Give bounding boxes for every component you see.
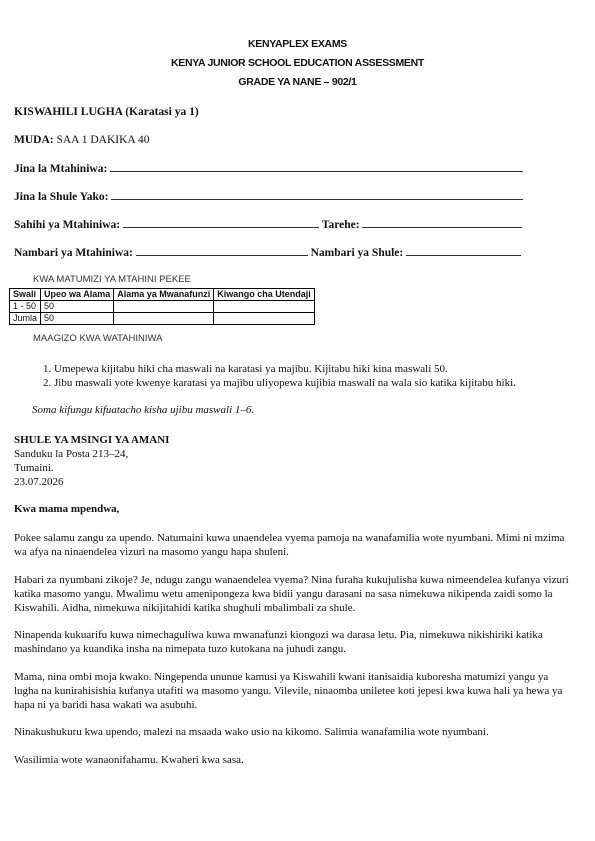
signature-label: Sahihi ya Mtahiniwa: [14, 219, 121, 231]
candidate-number-field[interactable] [14, 246, 521, 259]
score-cell[interactable] [114, 301, 214, 313]
candidate-name-line[interactable] [110, 162, 523, 172]
school-number-label: Nambari ya Shule: [310, 247, 404, 259]
letter-paragraph-4: Mama, nina ombi moja kwako. Ningependa ununue kamusi ya Kiswahili kwani itanisaidia kuboresha matumizi yangu ya lugha na kunirahisishia kufanya utafiti wa masomo yangu. Vilevile, ninaomba uniletee koti jepesi kwa kuwa hali ya hewa ya hapa ni ya baridi hasa wakati wa asubuhi. [14, 671, 563, 711]
duration [14, 134, 149, 146]
school-name-label: Jina la Shule Yako: [14, 191, 109, 203]
duration-label: MUDA: [14, 134, 54, 146]
instruction-item: 2. Jibu maswali yote kwenye karatasi ya majibu uliyopewa kujibia maswali na wala sio katika kijitabu hiki. [54, 376, 582, 390]
performance-cell[interactable] [214, 301, 315, 313]
letter-paragraph-3: Ninapenda kukuarifu kuwa nimechaguliwa kuwa mwanafunzi kiongozi wa darasa letu. Pia, nimekuwa nikishiriki katika mashindano ya kuandika insha na nimepata tuzo kutokana na juhudi zangu. [14, 629, 543, 655]
examiner-table [9, 288, 315, 325]
letter-address-1: Sanduku la Posta 213–24, [14, 448, 129, 460]
candidate-number-line[interactable] [136, 246, 308, 256]
instructions-title: MAAGIZO KWA WATAHINIWA [33, 333, 163, 344]
signature-line[interactable] [123, 218, 319, 228]
table-cell: Jumla [10, 313, 41, 325]
table-row [10, 313, 315, 325]
table-cell: 50 [41, 313, 114, 325]
table-cell: 50 [41, 301, 114, 313]
assessment-name: KENYA JUNIOR SCHOOL EDUCATION ASSESSMENT [170, 57, 425, 69]
letter-paragraph-2: Habari za nyumbani zikoje? Je, ndugu zangu wanaendelea vyema? Nina furaha kukujulisha kuwa nimeendelea kufanya vizuri katika masomo yangu. Mwalimu wetu amenipongeza kwa bidii yangu darasani na sasa nimekuwa nikipenda zaidi somo la Kiswahili. Aidha, nimekuwa nikijitahidi katika shughuli mbalimbali za shule. [14, 574, 569, 614]
table-header: Kiwango cha Utendaji [214, 289, 315, 301]
letter-paragraph-6: Wasilimia wote wanaonifahamu. Kwaheri kwa sasa. [14, 754, 244, 766]
table-row [10, 301, 315, 313]
table-header: Alama ya Mwanafunzi [114, 289, 214, 301]
candidate-name-label: Jina la Mtahiniwa: [14, 163, 108, 175]
school-number-line[interactable] [406, 246, 521, 256]
exam-provider: KENYAPLEX EXAMS [248, 38, 347, 50]
table-cell: 1 - 50 [10, 301, 41, 313]
paper-title: KISWAHILI LUGHA (Karatasi ya 1) [14, 106, 199, 118]
candidate-name-field[interactable] [14, 162, 523, 175]
duration-value: SAA 1 DAKIKA 40 [56, 134, 150, 146]
instruction-item: 1. Umepewa kijitabu hiki cha maswali na karatasi ya majibu. Kijitabu hiki kina maswali 50. [54, 362, 582, 376]
table-header-row [10, 289, 315, 301]
letter-date: 23.07.2026 [14, 476, 64, 488]
letter-paragraph-1: Pokee salamu zangu za upendo. Natumaini kuwa unaendelea vyema pamoja na wanafamilia wote nyumbani. Mimi ni mzima wa afya na ninaendelea vizuri na masomo yangu hapa shuleni. [14, 532, 565, 558]
school-name-field[interactable] [14, 190, 523, 203]
candidate-number-label: Nambari ya Mtahiniwa: [14, 247, 133, 259]
date-label: Tarehe: [321, 219, 360, 231]
reading-prompt: Soma kifungu kifuatacho kisha ujibu maswali 1–6. [32, 404, 255, 416]
table-header: Swali [10, 289, 41, 301]
table-header: Upeo wa Alama [41, 289, 114, 301]
date-line[interactable] [362, 218, 522, 228]
letter-address-2: Tumaini. [14, 462, 54, 474]
examiner-caption: KWA MATUMIZI YA MTAHINI PEKEE [33, 274, 191, 285]
signature-field[interactable] [14, 218, 522, 231]
performance-cell[interactable] [214, 313, 315, 325]
letter-paragraph-5: Ninakushukuru kwa upendo, malezi na msaada wako usio na kikomo. Salimia wanafamilia wote nyumbani. [14, 726, 489, 738]
instructions-list [32, 362, 582, 390]
score-cell[interactable] [114, 313, 214, 325]
grade-code: GRADE YA NANE – 902/1 [238, 76, 357, 88]
school-name-line[interactable] [111, 190, 523, 200]
letter-school: SHULE YA MSINGI YA AMANI [14, 434, 170, 446]
letter-greeting: Kwa mama mpendwa, [14, 503, 120, 515]
